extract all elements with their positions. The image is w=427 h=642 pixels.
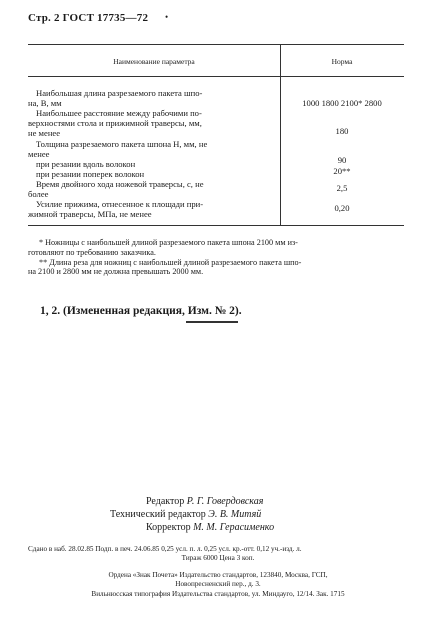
revision-note: 1, 2. (Измененная редакция, Изм. № 2).: [40, 305, 242, 317]
table-header-rule: [28, 76, 404, 77]
table-row-param: [28, 139, 280, 159]
row-text-line: верхностями стола и прижимной траверсы, мм,: [28, 118, 202, 129]
row-text-line: Толщина разрезаемого пакета шпона Н, мм, не: [36, 139, 208, 149]
imprint-line: Вильнюсская типография Издательства стандартов, ул. Миндауго, 12/14. Зак. 1715: [91, 589, 345, 598]
row-text-line: Наибольшая длина разрезаемого пакета шпо-: [36, 88, 203, 98]
column-header-parameter: Наименование параметра: [113, 57, 195, 66]
footnotes: [28, 238, 404, 277]
footnote-1: * Ножницы с наибольшей длиной разрезаемого пакета шпона 2100 мм из-: [39, 238, 298, 247]
row-text-line: при резании поперек волокон: [36, 169, 145, 179]
row-value: 0,20: [334, 203, 350, 213]
imprint-line: Ордена «Знак Почета» Издательство стандартов, 123840, Москва, ГСП,: [108, 571, 328, 579]
imprint-line: Новопресненский пер., д. 3.: [175, 580, 261, 589]
credit-corr-name: М. М. Герасименко: [193, 522, 275, 533]
imprint-publisher: [28, 571, 408, 599]
page-header: Стр. 2 ГОСТ 17735—72: [28, 12, 149, 24]
row-value: 2,5: [336, 183, 348, 193]
row-value: 180: [335, 126, 349, 136]
credit-editor: [146, 495, 263, 508]
row-text-line: не менее: [28, 128, 61, 139]
credit-tech-role: Технический редактор: [110, 509, 206, 520]
row-text-line: Наибольшее расстояние между рабочими по-: [36, 108, 202, 118]
row-text-line: менее: [28, 149, 50, 160]
footnote-1-cont: готовляют по требованию заказчика.: [28, 247, 156, 257]
row-text-line: при резании вдоль волокон: [36, 159, 136, 169]
table-top-rule: [28, 44, 404, 45]
row-value: 1000 1800 2100* 2800: [302, 98, 382, 108]
row-value: 90: [337, 155, 347, 165]
credit-corrector: [146, 521, 274, 534]
table-row-param: [28, 88, 280, 108]
footnote-2: ** Длина реза для ножниц с наибольшей длиной разрезаемого пакета шпо-: [39, 257, 302, 267]
imprint-line: Сдано в наб. 28.02.85 Подп. в печ. 24.06.85 0,25 усл. п. л. 0,25 усл. кр.-отт. 0,12 уч.-изд. л.: [28, 545, 302, 553]
row-value: 20**: [333, 166, 351, 176]
row-text-line: более: [28, 189, 49, 200]
credit-tech-name: Э. В. Митяй: [208, 509, 262, 520]
table-row-param: [28, 108, 280, 139]
imprint: [28, 545, 408, 564]
table-bottom-rule: [28, 225, 404, 226]
row-text-line: на, В, мм: [28, 98, 62, 109]
row-text-line: жимной траверсы, МПа, не менее: [28, 209, 152, 220]
column-header-norm: Норма: [331, 57, 353, 66]
credit-editor-name: Р. Г. Говердовская: [186, 496, 264, 507]
imprint-line: Тираж 6000 Цена 3 коп.: [181, 554, 255, 563]
row-text-line: Усилие прижима, отнесенное к площади при-: [36, 199, 204, 209]
footnote-2-cont: на 2100 и 2800 мм не должна превышать 2000 мм.: [28, 267, 204, 277]
header-mark: •: [165, 12, 169, 22]
credit-corr-role: Корректор: [146, 522, 191, 533]
row-text-line: Время двойного хода ножевой траверсы, с, не: [36, 179, 204, 189]
section-divider: [186, 321, 238, 323]
table-row-param: [28, 169, 280, 179]
table-row-param: [28, 159, 280, 169]
table-row-param: [28, 199, 280, 219]
credit-tech-editor: [110, 508, 261, 521]
credit-editor-role: Редактор: [146, 496, 185, 507]
table-row-param: [28, 179, 280, 199]
